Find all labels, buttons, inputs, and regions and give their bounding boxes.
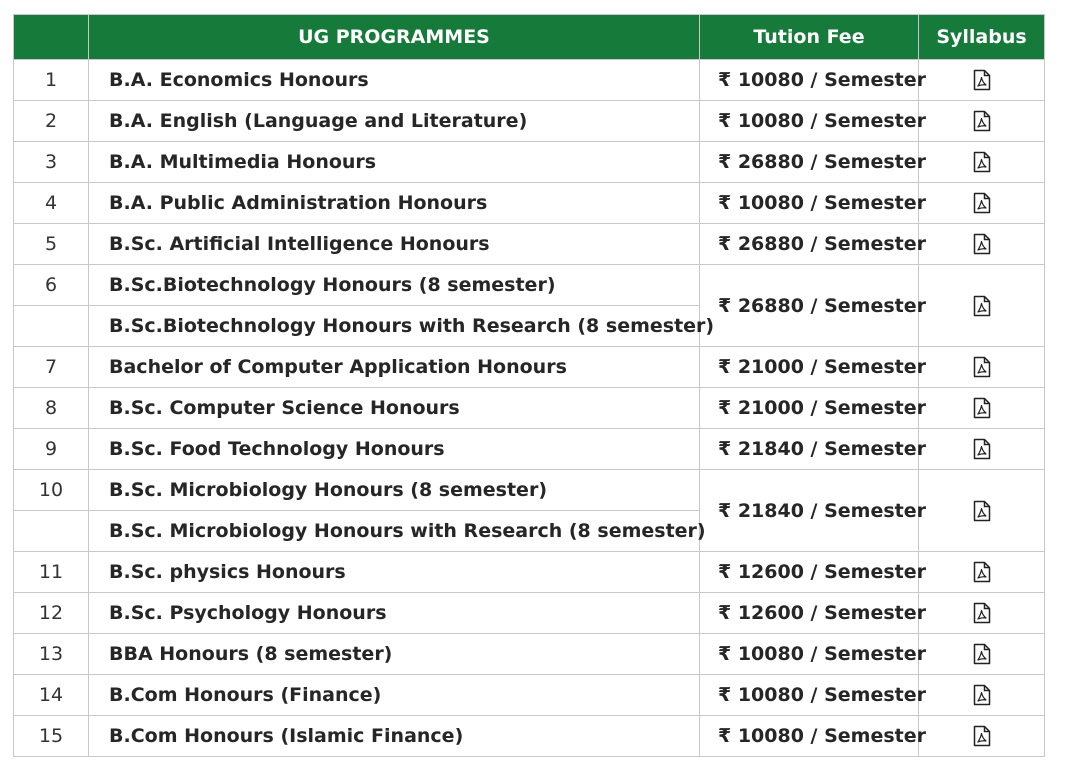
syllabus-cell bbox=[919, 470, 1045, 552]
serial-number-cell: 14 bbox=[14, 675, 89, 716]
programme-name-cell: B.A. Public Administration Honours bbox=[89, 183, 700, 224]
pdf-file-icon[interactable] bbox=[973, 233, 991, 255]
header-tuition-fee: Tution Fee bbox=[700, 15, 919, 60]
syllabus-cell bbox=[919, 675, 1045, 716]
table-row bbox=[14, 675, 1045, 716]
syllabus-cell bbox=[919, 224, 1045, 265]
serial-number-cell: 15 bbox=[14, 716, 89, 757]
tuition-fee-cell: ₹ 26880 / Semester bbox=[700, 142, 919, 183]
pdf-file-icon[interactable] bbox=[973, 69, 991, 91]
syllabus-cell bbox=[919, 265, 1045, 347]
pdf-file-icon[interactable] bbox=[973, 602, 991, 624]
pdf-file-icon[interactable] bbox=[973, 151, 991, 173]
table-row bbox=[14, 101, 1045, 142]
table-row bbox=[14, 224, 1045, 265]
tuition-fee-cell: ₹ 10080 / Semester bbox=[700, 183, 919, 224]
syllabus-cell bbox=[919, 142, 1045, 183]
syllabus-cell bbox=[919, 101, 1045, 142]
syllabus-cell bbox=[919, 183, 1045, 224]
header-syllabus: Syllabus bbox=[919, 15, 1045, 60]
table-row bbox=[14, 265, 1045, 306]
programme-name-cell: B.Sc. Artificial Intelligence Honours bbox=[89, 224, 700, 265]
pdf-file-icon[interactable] bbox=[973, 725, 991, 747]
serial-number-cell bbox=[14, 306, 89, 347]
header-programmes: UG PROGRAMMES bbox=[89, 15, 700, 60]
syllabus-cell bbox=[919, 388, 1045, 429]
programme-name-cell: B.Sc. Computer Science Honours bbox=[89, 388, 700, 429]
pdf-file-icon[interactable] bbox=[973, 438, 991, 460]
pdf-file-icon[interactable] bbox=[973, 561, 991, 583]
serial-number-cell: 13 bbox=[14, 634, 89, 675]
programme-name-cell: B.Sc.Biotechnology Honours with Research (8 semester) bbox=[89, 306, 700, 347]
serial-number-cell: 5 bbox=[14, 224, 89, 265]
programme-name-cell: B.A. English (Language and Literature) bbox=[89, 101, 700, 142]
table-row bbox=[14, 142, 1045, 183]
programme-name-cell: B.Sc. Microbiology Honours (8 semester) bbox=[89, 470, 700, 511]
programme-name-cell: B.Com Honours (Islamic Finance) bbox=[89, 716, 700, 757]
table-row bbox=[14, 347, 1045, 388]
syllabus-cell bbox=[919, 634, 1045, 675]
pdf-file-icon[interactable] bbox=[973, 684, 991, 706]
pdf-file-icon[interactable] bbox=[973, 643, 991, 665]
tuition-fee-cell: ₹ 10080 / Semester bbox=[700, 60, 919, 101]
pdf-file-icon[interactable] bbox=[973, 295, 991, 317]
serial-number-cell: 1 bbox=[14, 60, 89, 101]
header-serial bbox=[14, 15, 89, 60]
pdf-file-icon[interactable] bbox=[973, 110, 991, 132]
programme-name-cell: B.A. Multimedia Honours bbox=[89, 142, 700, 183]
tuition-fee-cell: ₹ 12600 / Semester bbox=[700, 552, 919, 593]
serial-number-cell: 4 bbox=[14, 183, 89, 224]
table-body bbox=[14, 60, 1045, 757]
table-row bbox=[14, 60, 1045, 101]
serial-number-cell: 9 bbox=[14, 429, 89, 470]
tuition-fee-cell: ₹ 26880 / Semester bbox=[700, 265, 919, 347]
programme-name-cell: B.Com Honours (Finance) bbox=[89, 675, 700, 716]
serial-number-cell: 12 bbox=[14, 593, 89, 634]
table-row bbox=[14, 593, 1045, 634]
programme-name-cell: B.Sc. Microbiology Honours with Research (8 semester) bbox=[89, 511, 700, 552]
pdf-file-icon[interactable] bbox=[973, 500, 991, 522]
tuition-fee-cell: ₹ 10080 / Semester bbox=[700, 634, 919, 675]
syllabus-cell bbox=[919, 60, 1045, 101]
table-row bbox=[14, 183, 1045, 224]
serial-number-cell bbox=[14, 511, 89, 552]
syllabus-cell bbox=[919, 347, 1045, 388]
syllabus-cell bbox=[919, 552, 1045, 593]
tuition-fee-cell: ₹ 21000 / Semester bbox=[700, 347, 919, 388]
tuition-fee-cell: ₹ 10080 / Semester bbox=[700, 675, 919, 716]
programme-name-cell: B.Sc. Psychology Honours bbox=[89, 593, 700, 634]
programme-name-cell: B.A. Economics Honours bbox=[89, 60, 700, 101]
serial-number-cell: 2 bbox=[14, 101, 89, 142]
programme-name-cell: BBA Honours (8 semester) bbox=[89, 634, 700, 675]
syllabus-cell bbox=[919, 593, 1045, 634]
table-row bbox=[14, 634, 1045, 675]
serial-number-cell: 6 bbox=[14, 265, 89, 306]
header-row bbox=[14, 15, 1045, 60]
programme-name-cell: B.Sc. Food Technology Honours bbox=[89, 429, 700, 470]
tuition-fee-cell: ₹ 10080 / Semester bbox=[700, 101, 919, 142]
tuition-fee-cell: ₹ 10080 / Semester bbox=[700, 716, 919, 757]
pdf-file-icon[interactable] bbox=[973, 397, 991, 419]
table-row bbox=[14, 388, 1045, 429]
tuition-fee-cell: ₹ 26880 / Semester bbox=[700, 224, 919, 265]
serial-number-cell: 11 bbox=[14, 552, 89, 593]
tuition-fee-cell: ₹ 21000 / Semester bbox=[700, 388, 919, 429]
syllabus-cell bbox=[919, 429, 1045, 470]
programme-name-cell: B.Sc.Biotechnology Honours (8 semester) bbox=[89, 265, 700, 306]
tuition-fee-cell: ₹ 21840 / Semester bbox=[700, 429, 919, 470]
programme-name-cell: B.Sc. physics Honours bbox=[89, 552, 700, 593]
pdf-file-icon[interactable] bbox=[973, 356, 991, 378]
pdf-file-icon[interactable] bbox=[973, 192, 991, 214]
programme-name-cell: Bachelor of Computer Application Honours bbox=[89, 347, 700, 388]
table-row bbox=[14, 716, 1045, 757]
syllabus-cell bbox=[919, 716, 1045, 757]
serial-number-cell: 3 bbox=[14, 142, 89, 183]
table-header bbox=[14, 15, 1045, 60]
table-row bbox=[14, 552, 1045, 593]
tuition-fee-cell: ₹ 21840 / Semester bbox=[700, 470, 919, 552]
ug-programmes-table bbox=[13, 14, 1045, 757]
tuition-fee-cell: ₹ 12600 / Semester bbox=[700, 593, 919, 634]
serial-number-cell: 8 bbox=[14, 388, 89, 429]
table-row bbox=[14, 470, 1045, 511]
serial-number-cell: 7 bbox=[14, 347, 89, 388]
serial-number-cell: 10 bbox=[14, 470, 89, 511]
table-row bbox=[14, 429, 1045, 470]
